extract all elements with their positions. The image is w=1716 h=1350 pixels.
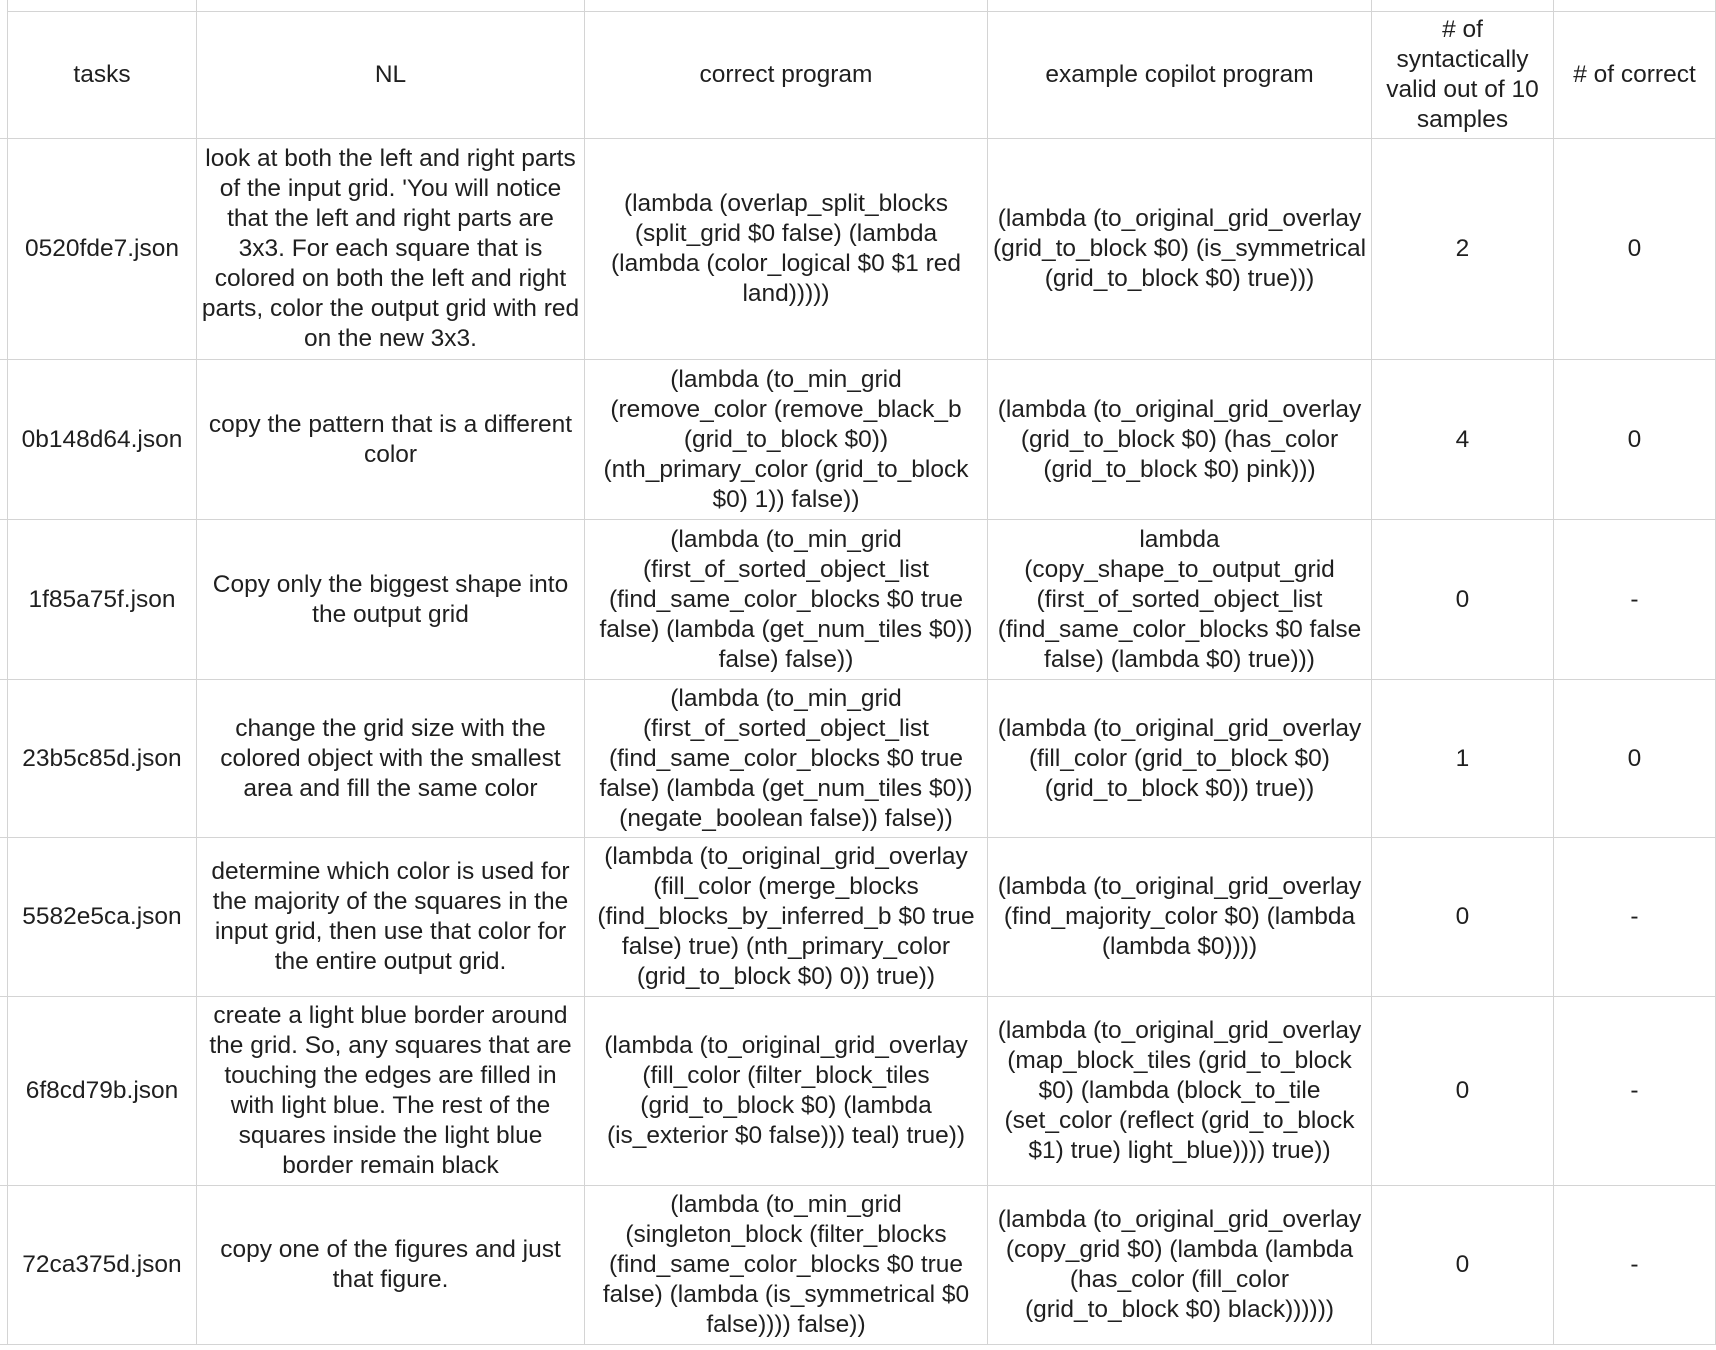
copilot-program-cell[interactable]: lambda (copy_shape_to_output_grid (first_of_sorted_object_list (find_same_color_blocks $0 false false) (lambda $0) true))) xyxy=(988,520,1372,680)
table-row xyxy=(8,997,1716,1186)
valid-count-cell[interactable]: 1 xyxy=(1372,680,1554,838)
header-row xyxy=(8,12,1716,139)
table-row xyxy=(8,139,1716,360)
nl-cell[interactable]: change the grid size with the colored object with the smallest area and fill the same color xyxy=(197,680,585,838)
table-row xyxy=(8,520,1716,680)
header-copilot-program[interactable]: example copilot program xyxy=(988,12,1372,139)
correct-program-cell[interactable]: (lambda (overlap_split_blocks (split_grid $0 false) (lambda (lambda (color_logical $0 $1 red land))))) xyxy=(585,139,988,360)
correct-program-cell[interactable]: (lambda (to_original_grid_overlay (fill_color (filter_block_tiles (grid_to_block $0) (lambda (is_exterior $0 false))) teal) true)) xyxy=(585,997,988,1186)
table-row xyxy=(8,360,1716,520)
copilot-program-cell[interactable]: (lambda (to_original_grid_overlay (map_block_tiles (grid_to_block $0) (lambda (block_to_tile (set_color (reflect (grid_to_block $1) true) light_blue)))) true)) xyxy=(988,997,1372,1186)
valid-count-cell[interactable]: 0 xyxy=(1372,997,1554,1186)
valid-count-cell[interactable]: 0 xyxy=(1372,1186,1554,1345)
copilot-program-cell[interactable]: (lambda (to_original_grid_overlay (find_majority_color $0) (lambda (lambda $0)))) xyxy=(988,838,1372,997)
valid-count-cell[interactable]: 2 xyxy=(1372,139,1554,360)
results-table xyxy=(7,11,1716,1345)
copilot-program-cell[interactable]: (lambda (to_original_grid_overlay (grid_to_block $0) (is_symmetrical (grid_to_block $0) true))) xyxy=(988,139,1372,360)
nl-cell[interactable]: Copy only the biggest shape into the output grid xyxy=(197,520,585,680)
nl-cell[interactable]: copy the pattern that is a different color xyxy=(197,360,585,520)
table-row xyxy=(8,838,1716,997)
task-cell[interactable]: 6f8cd79b.json xyxy=(8,997,197,1186)
correct-count-cell[interactable]: 0 xyxy=(1554,360,1716,520)
table-row xyxy=(8,1186,1716,1345)
correct-count-cell[interactable]: - xyxy=(1554,1186,1716,1345)
valid-count-cell[interactable]: 0 xyxy=(1372,520,1554,680)
task-cell[interactable]: 1f85a75f.json xyxy=(8,520,197,680)
correct-count-cell[interactable]: 0 xyxy=(1554,680,1716,838)
task-cell[interactable]: 0520fde7.json xyxy=(8,139,197,360)
bottom-gridline-strip xyxy=(0,1344,1716,1350)
nl-cell[interactable]: determine which color is used for the majority of the squares in the input grid, then use that color for the entire output grid. xyxy=(197,838,585,997)
correct-count-cell[interactable]: 0 xyxy=(1554,139,1716,360)
header-nl[interactable]: NL xyxy=(197,12,585,139)
task-cell[interactable]: 23b5c85d.json xyxy=(8,680,197,838)
table-row xyxy=(8,680,1716,838)
task-cell[interactable]: 5582e5ca.json xyxy=(8,838,197,997)
correct-program-cell[interactable]: (lambda (to_original_grid_overlay (fill_color (merge_blocks (find_blocks_by_inferred_b $0 true false) true) (nth_primary_color (grid_to_block $0) 0)) true)) xyxy=(585,838,988,997)
correct-program-cell[interactable]: (lambda (to_min_grid (first_of_sorted_object_list (find_same_color_blocks $0 true false) (lambda (get_num_tiles $0)) (negate_boolean false)) false)) xyxy=(585,680,988,838)
left-gridline-strip xyxy=(0,11,7,1350)
correct-count-cell[interactable]: - xyxy=(1554,997,1716,1186)
header-valid-count[interactable]: # of syntactically valid out of 10 samples xyxy=(1372,12,1554,139)
copilot-program-cell[interactable]: (lambda (to_original_grid_overlay (grid_to_block $0) (has_color (grid_to_block $0) pink))) xyxy=(988,360,1372,520)
correct-program-cell[interactable]: (lambda (to_min_grid (remove_color (remove_black_b (grid_to_block $0)) (nth_primary_color (grid_to_block $0) 1)) false)) xyxy=(585,360,988,520)
nl-cell[interactable]: copy one of the figures and just that figure. xyxy=(197,1186,585,1345)
header-correct-program[interactable]: correct program xyxy=(585,12,988,139)
nl-cell[interactable]: look at both the left and right parts of the input grid. 'You will notice that the left and right parts are 3x3. For each square that is colored on both the left and right parts, color the output grid with red on the new 3x3. xyxy=(197,139,585,360)
correct-count-cell[interactable]: - xyxy=(1554,838,1716,997)
copilot-program-cell[interactable]: (lambda (to_original_grid_overlay (copy_grid $0) (lambda (lambda (has_color (fill_color (grid_to_block $0) black)))))) xyxy=(988,1186,1372,1345)
copilot-program-cell[interactable]: (lambda (to_original_grid_overlay (fill_color (grid_to_block $0) (grid_to_block $0)) true)) xyxy=(988,680,1372,838)
task-cell[interactable]: 0b148d64.json xyxy=(8,360,197,520)
header-tasks[interactable]: tasks xyxy=(8,12,197,139)
task-cell[interactable]: 72ca375d.json xyxy=(8,1186,197,1345)
valid-count-cell[interactable]: 4 xyxy=(1372,360,1554,520)
correct-program-cell[interactable]: (lambda (to_min_grid (first_of_sorted_object_list (find_same_color_blocks $0 true false) (lambda (get_num_tiles $0)) false) false)) xyxy=(585,520,988,680)
correct-count-cell[interactable]: - xyxy=(1554,520,1716,680)
top-gridline-strip xyxy=(0,0,1716,11)
nl-cell[interactable]: create a light blue border around the grid. So, any squares that are touching the edges are filled in with light blue. The rest of the squares inside the light blue border remain black xyxy=(197,997,585,1186)
header-correct-count[interactable]: # of correct xyxy=(1554,12,1716,139)
correct-program-cell[interactable]: (lambda (to_min_grid (singleton_block (filter_blocks (find_same_color_blocks $0 true false) (lambda (is_symmetrical $0 false)))) false)) xyxy=(585,1186,988,1345)
valid-count-cell[interactable]: 0 xyxy=(1372,838,1554,997)
